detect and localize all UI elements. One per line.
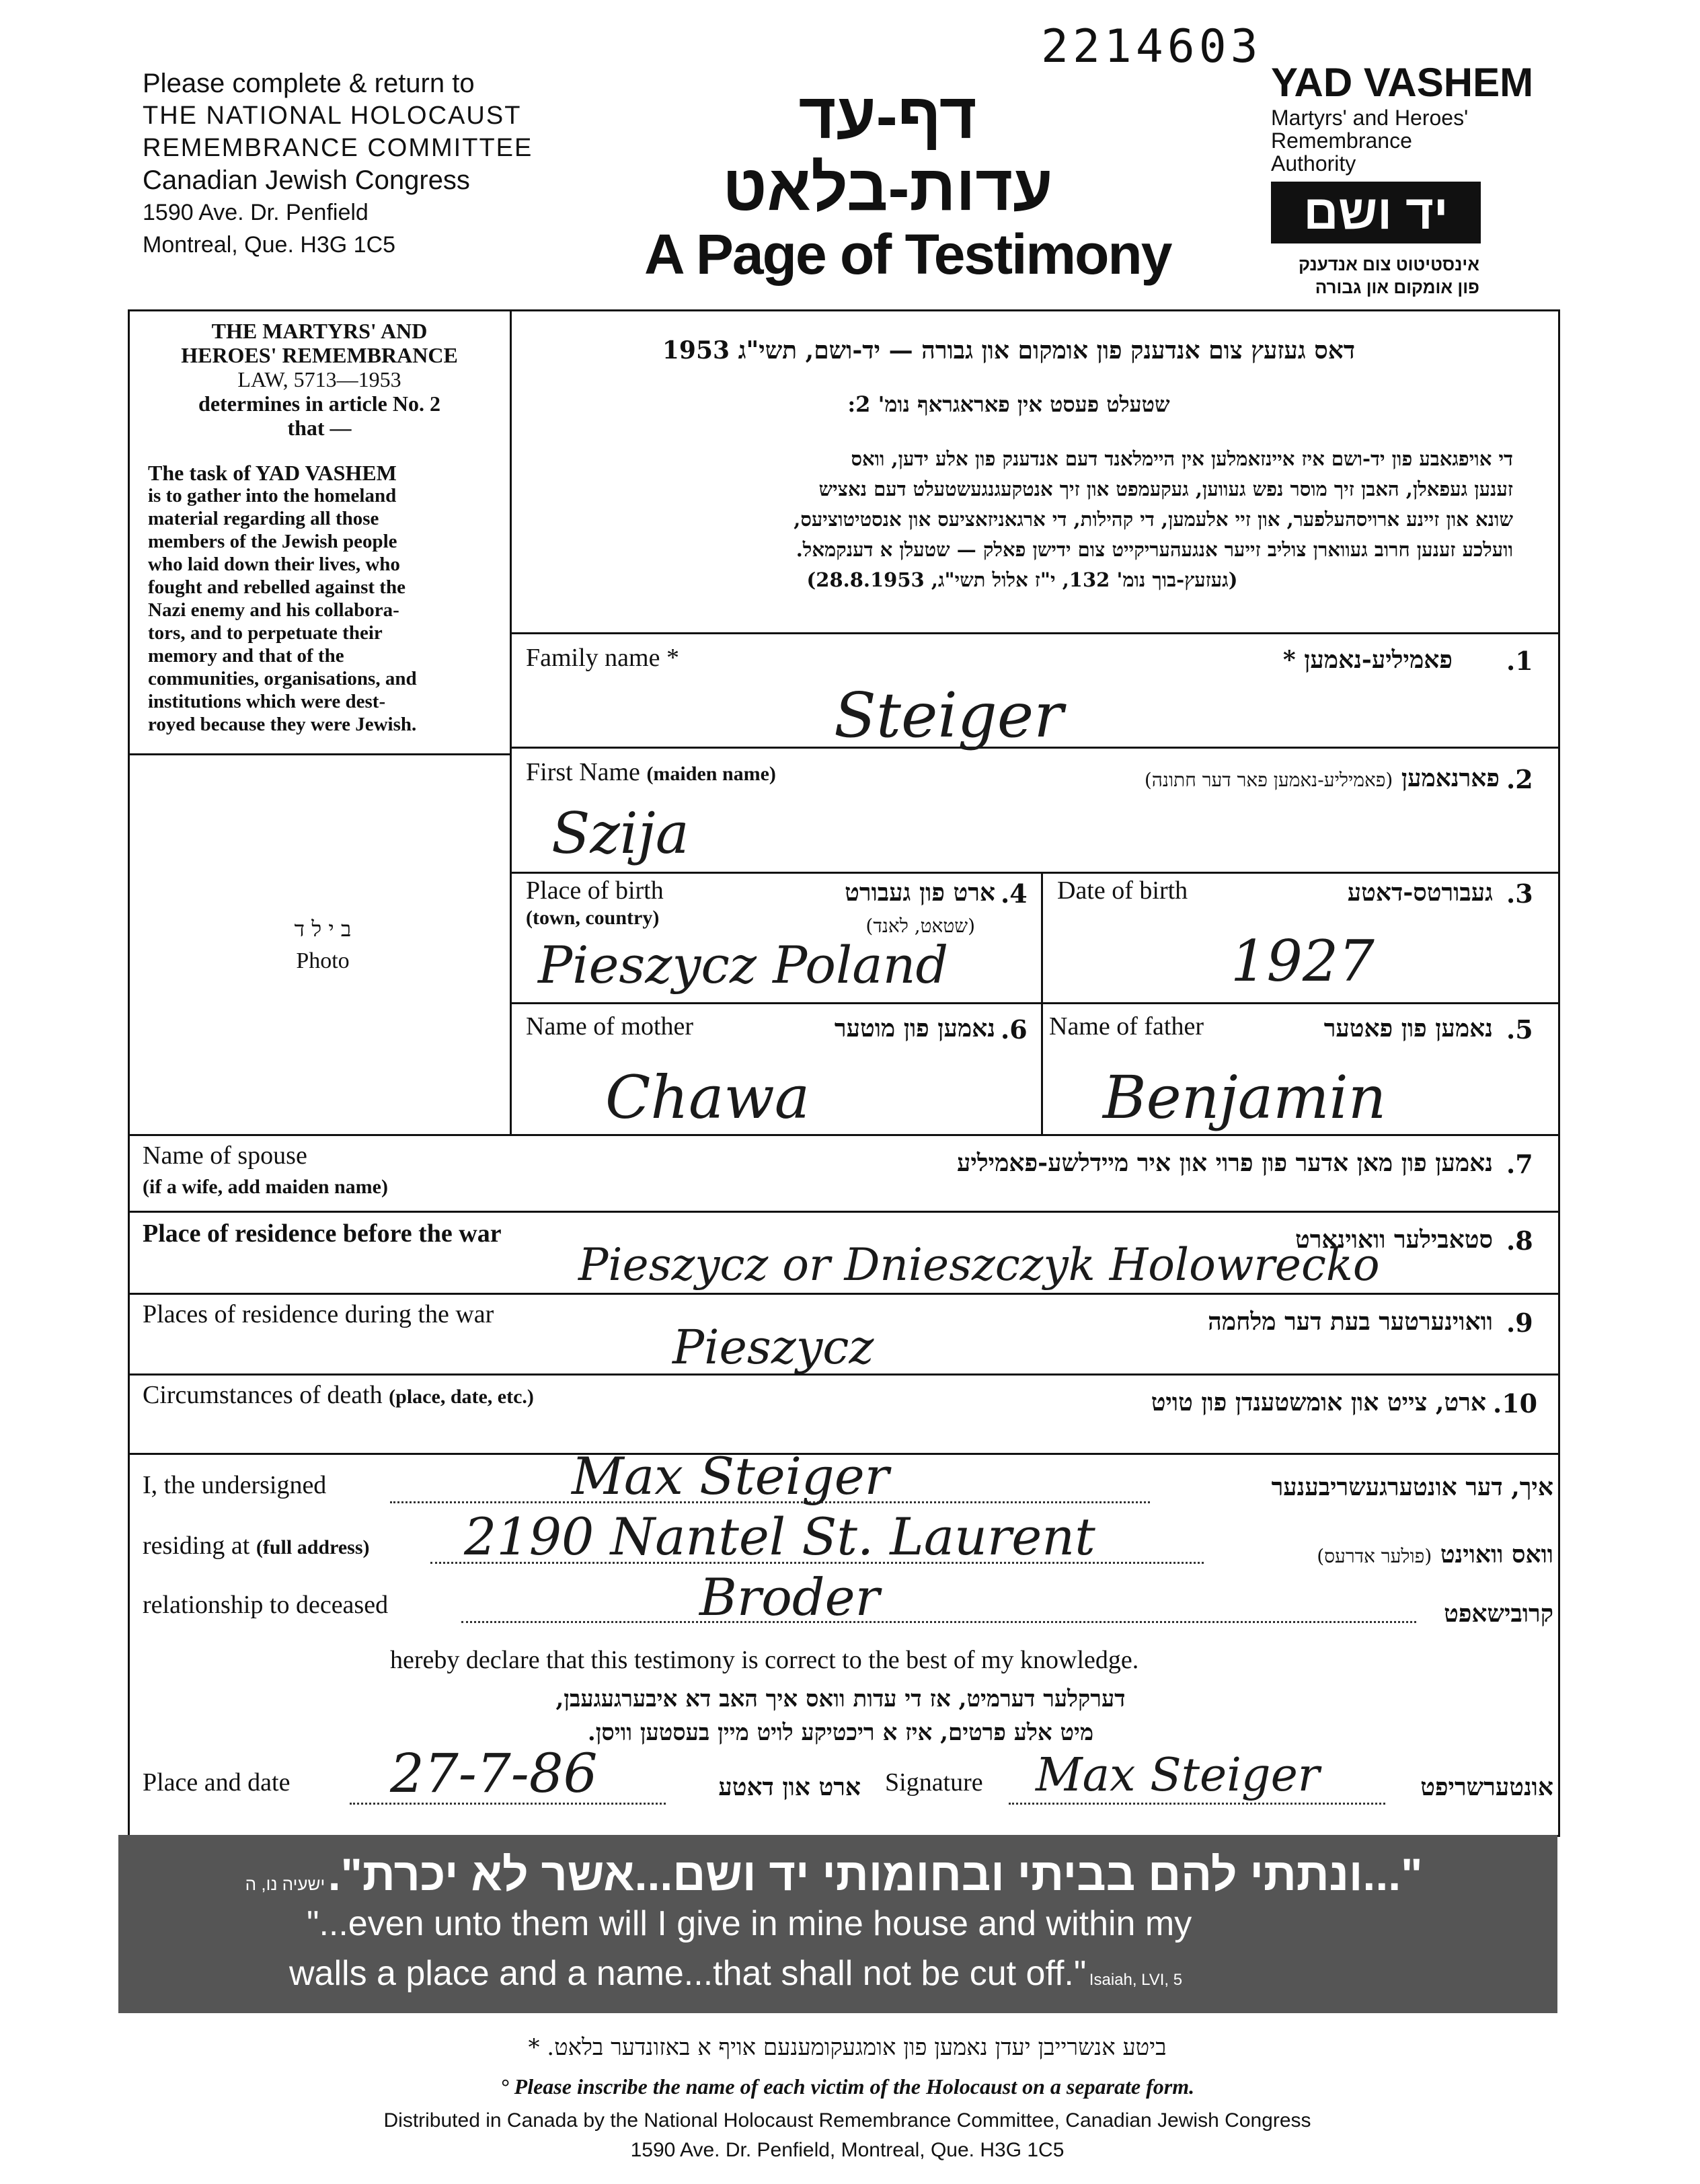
spouse-yiddish-label: נאמען פון מאן אדער פון פרוי און איר מיידלשע-פאמיליע [957,1149,1493,1177]
return-line-1: Please complete & return to [143,69,475,98]
law-body-8: tors, and to perpetuate their [148,622,383,644]
form-left-border [128,309,130,1836]
law-body-7: Nazi enemy and his collabora- [148,599,399,621]
banner-english-1: "...even unto them will I give in mine house and within my [307,1904,1192,1943]
first-name-yiddish-label [955,764,1500,792]
place-of-birth-yiddish-note: (שטאט, לאנד) [865,915,975,937]
law-yiddish-line-3: שונא און זיינע ארויסהעלפער, און זיי אלעמען, די קהילות, די ארגאניזאציעס און אנסטיטוציעס, [794,508,1513,531]
first-name-yiddish-text: פארנאמען [1401,764,1500,792]
family-name-yiddish-label: פאמיליע-נאמען * [1282,646,1453,674]
spouse-note: (if a wife, add maiden name) [143,1176,388,1198]
footer-distribution-2: 1590 Ave. Dr. Penfield, Montreal, Que. H3G 1C5 [630,2139,1065,2161]
law-body-5: who laid down their lives, who [148,554,400,575]
first-name-label [526,757,776,787]
residence-before-yiddish-label: סטאבילער וואוינארט [1295,1226,1493,1254]
mother-label: Name of mother [526,1012,694,1041]
relationship-label: relationship to deceased [143,1591,389,1619]
law-box-divider [128,753,510,755]
banner-english-2 [289,1953,1182,1994]
law-yiddish-subtitle: שטעלט פעסט אין פאראגראף נומ' 2: [847,391,1170,417]
date-of-birth-value[interactable]: 1927 [1231,928,1375,994]
mother-number: .6 [1001,1014,1028,1045]
residing-value[interactable]: 2190 Nantel St. Laurent [464,1507,1095,1567]
residing-yiddish-note: (פולער אדרעס) [1317,1545,1432,1567]
declaration-yiddish-2: מיט אלע פרטים, איז א ריכטיקע לויט מיין בעסטען וויסן. [587,1719,1094,1746]
law-body-6: fought and rebelled against the [148,576,405,598]
place-date-yiddish-label: ארט און דאטע [718,1773,861,1801]
law-body-12: royed because they were Jewish. [148,714,417,735]
authority-yiddish-2: פון אומקום און גבורה [1315,277,1479,297]
return-line-2: THE NATIONAL HOLOCAUST [143,102,522,130]
father-yiddish-label: נאמען פון פאטער [1323,1014,1493,1043]
return-address [143,67,533,261]
yad-vashem-name: YAD VASHEM [1271,60,1534,105]
authority-line-1: Martyrs' and Heroes' [1271,106,1469,130]
residence-during-yiddish-label: וואוינערטער בעת דער מלחמה [1208,1308,1493,1336]
place-of-birth-yiddish-label: ארט פון געבורט [845,878,995,907]
document-number: 2214603 [1041,20,1262,73]
signature-value[interactable]: Max Steiger [1036,1749,1320,1802]
residence-before-number: .8 [1506,1226,1533,1256]
residence-before-value[interactable]: Pieszycz or Dnieszczyk Holowrecko [578,1239,1380,1291]
mother-yiddish-label: נאמען פון מוטער [834,1014,995,1043]
relationship-yiddish-label: קרובישאפט [1444,1599,1553,1628]
row-6-bottom [128,1293,1560,1295]
place-of-birth-note: (town, country) [526,907,660,929]
law-body-11: institutions which were dest- [148,691,386,712]
left-column-divider [510,309,512,1134]
father-label: Name of father [1049,1012,1204,1041]
residing-label [143,1531,370,1560]
law-body-4: members of the Jewish people [148,531,397,552]
residing-yiddish-text: וואס וואוינט [1440,1540,1553,1569]
law-body-10: communities, organisations, and [148,668,417,689]
family-name-number: .1 [1506,646,1533,676]
yad-vashem-logo: יד ושם [1271,182,1481,243]
relationship-line [461,1621,1416,1623]
footer-distribution-1: Distributed in Canada by the National Holocaust Remembrance Committee, Canadian Jewish Congress [383,2109,1311,2132]
date-of-birth-label: Date of birth [1057,876,1188,905]
authority-line-2: Remembrance [1271,128,1412,153]
photo-hebrew-label: ב י ל ד [294,916,352,942]
signature-label: Signature [885,1768,983,1797]
return-line-3: REMEMBRANCE COMMITTEE [143,134,533,162]
row-2-bottom [510,872,1560,874]
law-body-1: The task of YAD VASHEM [148,461,397,485]
authority-yiddish-1: אינסטיטוט צום אנדענק [1299,254,1479,274]
law-yiddish-title: דאס געזעץ צום אנדענק פון אומקום און גבורה — יד-ושם, תשי"ג 1953 [662,336,1356,365]
mother-value[interactable]: Chawa [605,1063,810,1132]
photo-label: Photo [296,948,350,973]
banner-ref: Isaiah, LVI, 5 [1089,1971,1183,1989]
authority-line-3: Authority [1271,151,1356,176]
title-hebrew-1: דף-עד [798,80,977,152]
law-title-1: THE MARTYRS' AND [211,319,428,343]
father-number: .5 [1506,1014,1533,1045]
relationship-value[interactable]: Broder [699,1567,880,1627]
footer-yiddish: ביטע אנשרייבן יעדן נאמען פון אומגעקומענעם אויף א באזונדער בלאט. * [528,2034,1167,2061]
declaration-yiddish-1: דערקלער דערמיט, אז די עדות וואס איך האב דא איבערגעגעבן, [555,1686,1126,1712]
place-of-birth-number: .4 [1001,878,1028,909]
law-body-2: is to gather into the homeland [148,485,397,506]
law-title-2: HEROES' REMEMBRANCE [181,343,458,367]
return-line-6: Montreal, Que. H3G 1C5 [143,232,396,258]
law-title-3: LAW, 5713—1953 [237,367,401,391]
banner-hebrew-row [202,1848,1466,1901]
undersigned-yiddish-label: איך, דער אונטערגעשריבענער [1271,1473,1553,1501]
date-of-birth-number: .3 [1506,878,1533,909]
first-name-yiddish-note: (פאמיליע-נאמען פאר דער חתונה) [1144,769,1393,791]
place-of-birth-value[interactable]: Pieszycz Poland [538,935,949,995]
family-name-label: Family name * [526,644,679,672]
declaration-text: hereby declare that this testimony is correct to the best of my knowledge. [390,1646,1139,1674]
law-yiddish-line-1: די אויפגאבע פון יד-ושם איז איינזאמלען אין היימלאנד דעם אנדענק פון אלע ידען, וואס [851,447,1513,470]
return-line-5: 1590 Ave. Dr. Penfield [143,200,369,225]
first-name-number: .2 [1506,764,1533,794]
banner-hebrew: "...ונתתי להם בביתי ובחומותי יד ושם...אשר לא יכרת". [327,1849,1423,1900]
undersigned-value[interactable]: Max Steiger [572,1446,889,1506]
death-yiddish-label: ארט, צייט און אומשטענדן פון טויט [1151,1388,1486,1417]
first-name-label-note: (maiden name) [646,763,776,785]
date-of-birth-yiddish-label: געבורטס-דאטע [1347,878,1493,907]
death-label-text: Circumstances of death [143,1381,383,1409]
residence-during-number: .9 [1506,1308,1533,1338]
residing-label-note: (full address) [256,1536,370,1558]
residence-during-value[interactable]: Pieszycz [672,1320,874,1375]
row-4-bottom [128,1134,1560,1136]
spouse-number: .7 [1506,1149,1533,1179]
form-top-border [128,309,1560,311]
row-3-bottom [510,1002,1560,1004]
footer-note: ° Please inscribe the name of each victim of the Holocaust on a separate form. [500,2074,1195,2099]
residing-label-text: residing at [143,1532,250,1560]
banner-hebrew-ref: ישעיה נו, ה [245,1874,325,1894]
residence-before-label: Place of residence before the war [143,1219,502,1248]
family-name-value[interactable]: Steiger [834,679,1064,751]
place-of-birth-label: Place of birth [526,876,664,905]
title-hebrew-2: עדות-בלאט [722,152,1053,224]
first-name-label-text: First Name [526,758,640,786]
law-body-9: memory and that of the [148,645,344,667]
father-value[interactable]: Benjamin [1103,1063,1387,1132]
first-name-value[interactable]: Szija [551,800,689,866]
residing-yiddish-label [1197,1540,1553,1569]
death-label-note: (place, date, etc.) [389,1386,534,1408]
death-label [143,1380,534,1410]
place-date-value[interactable]: 27-7-86 [390,1742,598,1805]
death-number: .10 [1493,1388,1538,1419]
row-5-bottom [128,1211,1560,1213]
law-yiddish-line-4: וועלכע זענען חרוב געווארן צוליב זייער אנגעהעריקייט צום ידישן פאלק — שטעלן א דענקמאל. [796,538,1513,561]
page-title: A Page of Testimony [644,223,1171,286]
law-text [141,319,498,440]
form-right-border [1558,309,1560,1836]
signature-yiddish-label: אונטערשריפט [1420,1773,1553,1801]
law-body-3: material regarding all those [148,508,379,529]
place-date-label: Place and date [143,1768,291,1797]
law-yiddish-body [531,444,1513,595]
law-section-bottom [510,632,1560,634]
law-yiddish-line-2: זענען געפאלן, האבן זיך מוסר נפש געווען, געקעמפט און זיך אנטקעגנגעשטעלט דעם נאציש [818,478,1513,500]
authority-block [1271,106,1468,175]
residence-during-label: Places of residence during the war [143,1300,494,1328]
spouse-label: Name of spouse [143,1141,307,1170]
return-line-4: Canadian Jewish Congress [143,165,470,195]
law-yiddish-line-5: (געזעץ-בוך נומ' 132, י"ז אלול תשי"ג, 28.8.1953) [806,568,1238,591]
undersigned-label: I, the undersigned [143,1471,327,1499]
law-body [148,461,491,736]
banner-english-2-text: walls a place and a name...that shall not be cut off." [289,1954,1087,1993]
law-line-4: determines in article No. 2 [198,391,440,416]
law-line-5: that — [287,416,352,440]
signature-line [1009,1803,1385,1805]
footer-note-text: Please inscribe the name of each victim of the Holocaust on a separate form. [514,2074,1195,2099]
footer-yiddish-text: ביטע אנשרייבן יעדן נאמען פון אומגעקומענעם אויף א באזונדער בלאט. [547,2034,1167,2061]
